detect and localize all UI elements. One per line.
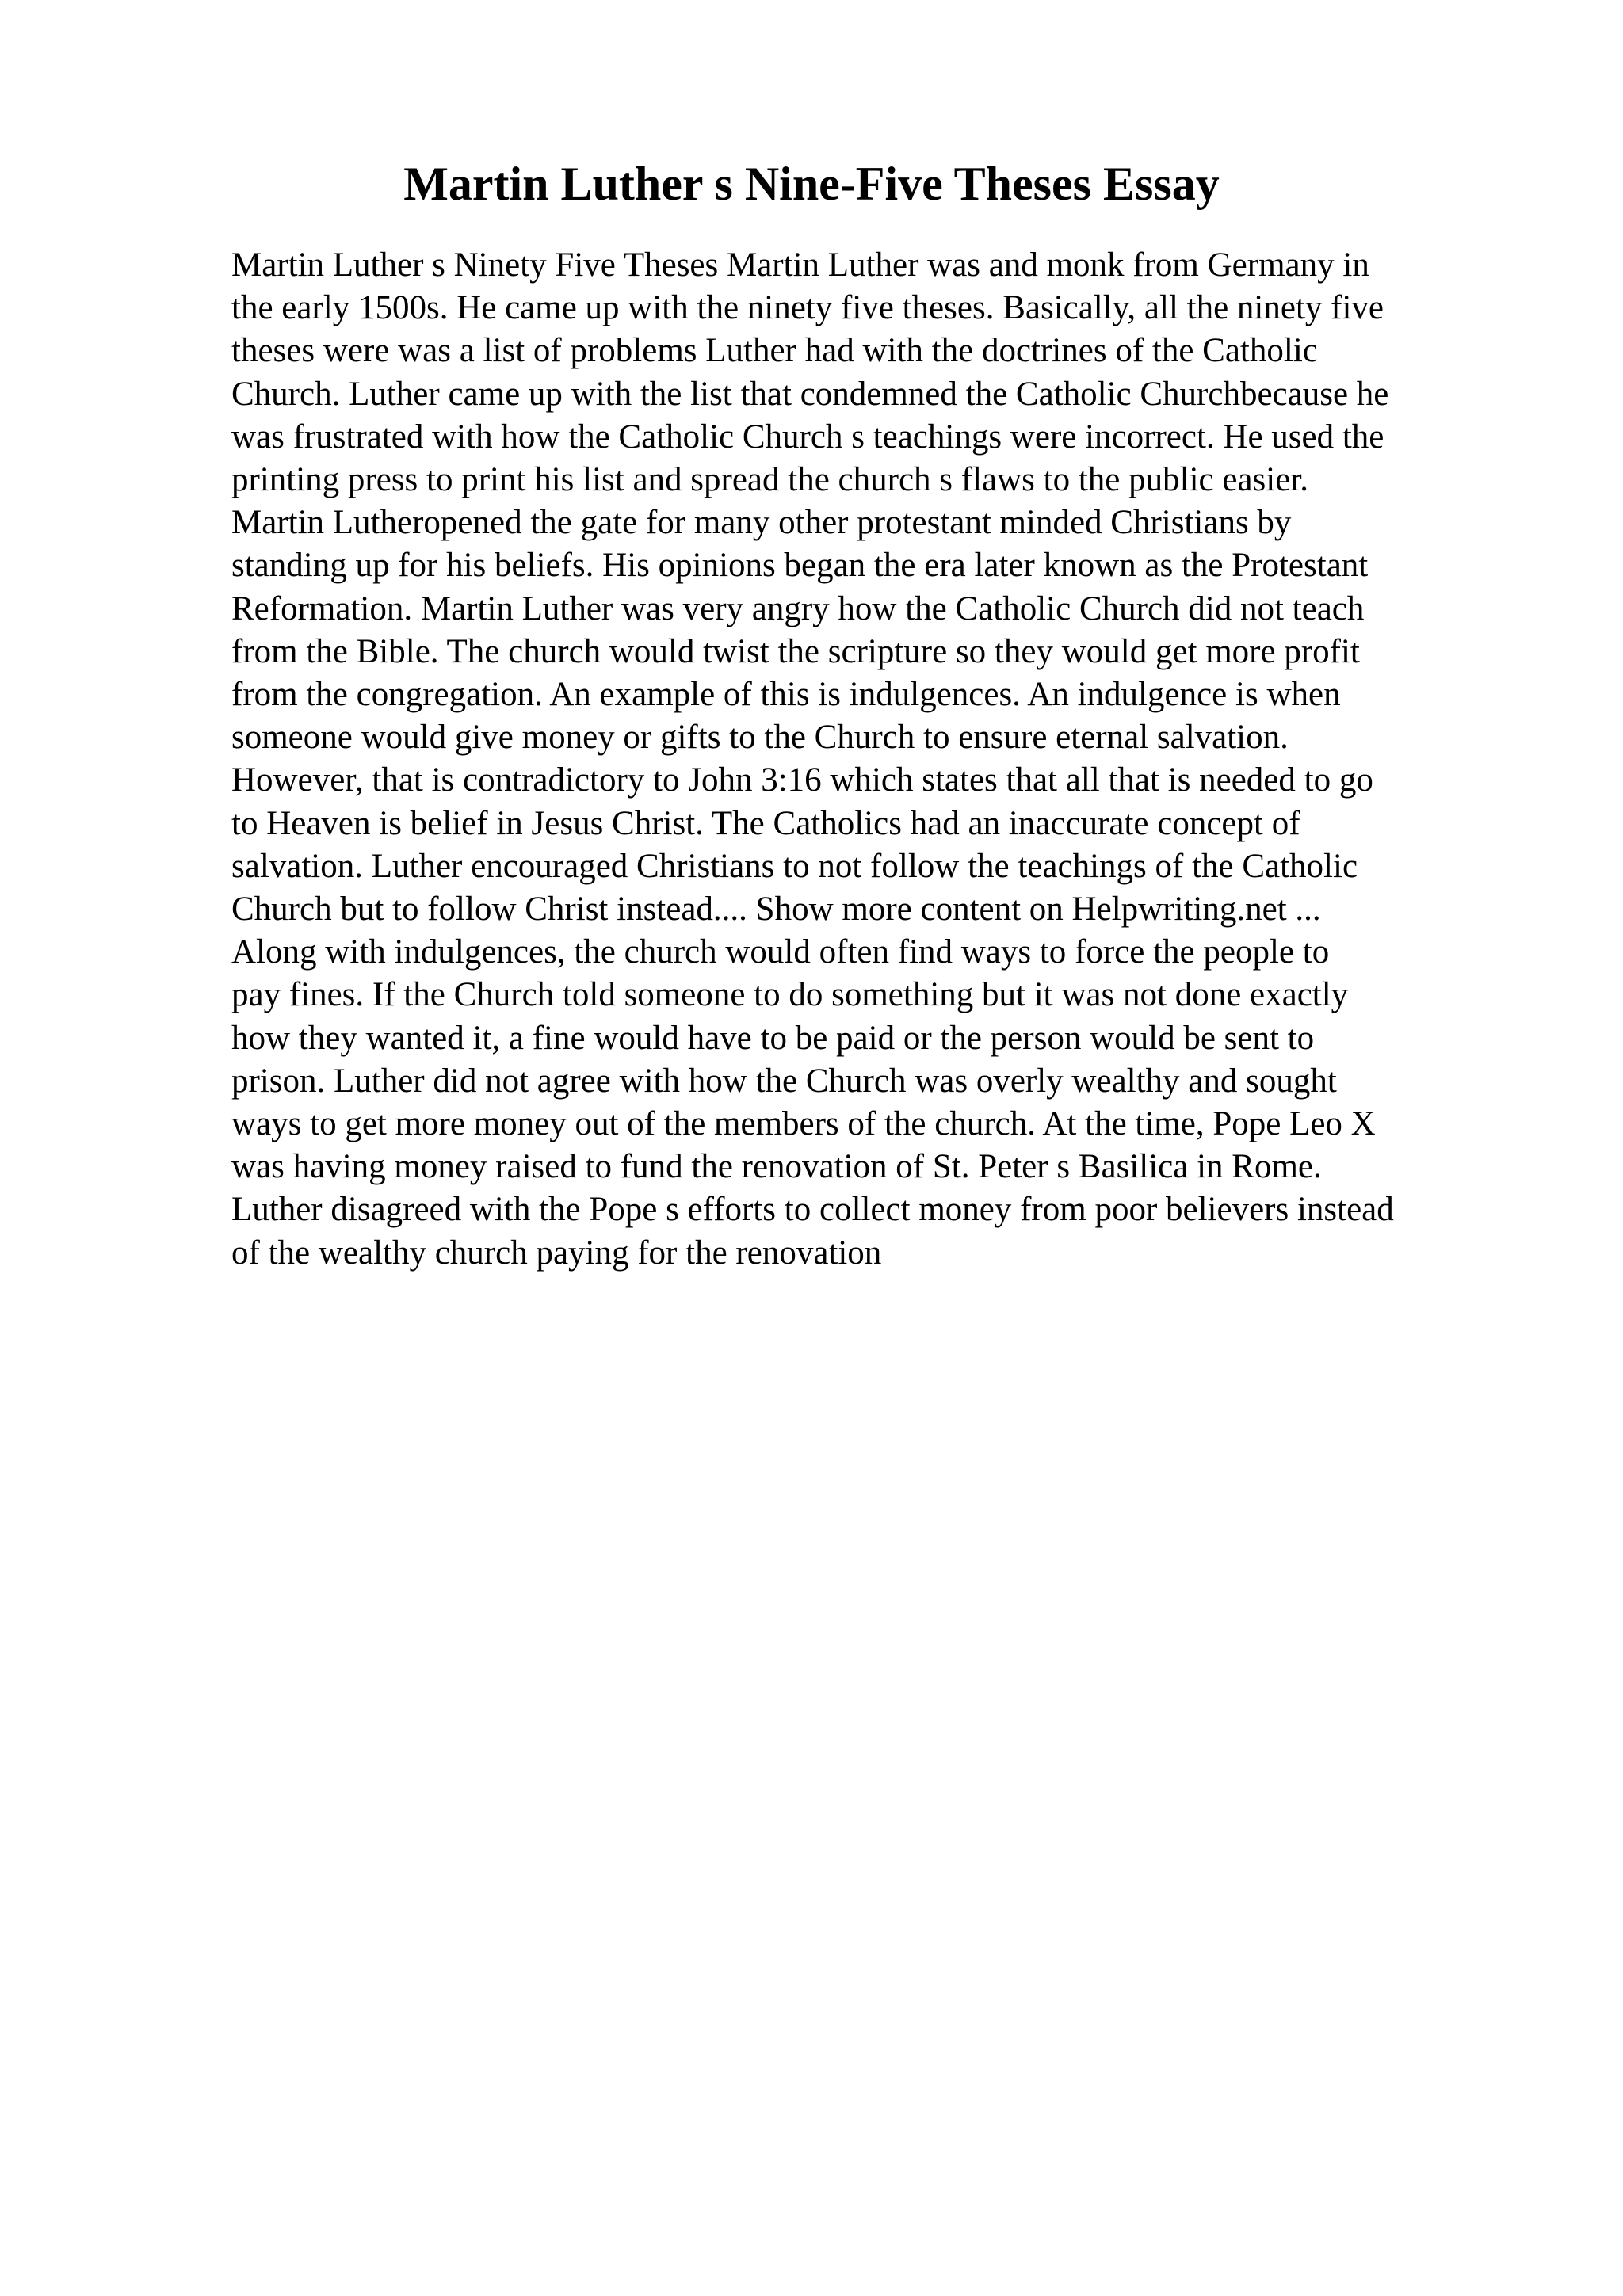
text-line: Church but to follow Christ instead.... Show more content on Helpwriting.net ... (231, 891, 1321, 929)
text-line: Reformation. Martin Luther was very angry how the Catholic Church did not teach (231, 589, 1365, 627)
text-line: Martin Luther s Ninety Five Theses Martin Luther was and monk from Germany in (231, 246, 1369, 284)
text-line: the early 1500s. He came up with the ninety five theses. Basically, all the ninety five (231, 289, 1384, 327)
text-line: was having money raised to fund the renovation of St. Peter s Basilica in Rome. (231, 1148, 1322, 1186)
text-line: Along with indulgences, the church would often find ways to force the people to (231, 933, 1330, 971)
text-line: Martin Lutheropened the gate for many other protestant minded Christians by (231, 504, 1292, 542)
essay-body (231, 244, 1594, 1275)
text-line: prison. Luther did not agree with how the Church was overly wealthy and sought (231, 1062, 1337, 1100)
text-line: ways to get more money out of the members of the church. At the time, Pope Leo X (231, 1105, 1376, 1143)
text-line: was frustrated with how the Catholic Church s teachings were incorrect. He used the (231, 418, 1384, 456)
text-line: of the wealthy church paying for the renovation (231, 1234, 882, 1272)
text-line: from the congregation. An example of this is indulgences. An indulgence is when (231, 676, 1341, 714)
text-line: pay fines. If the Church told someone to do something but it was not done exactly (231, 976, 1349, 1014)
text-line: from the Bible. The church would twist the scripture so they would get more profit (231, 632, 1360, 670)
text-line: However, that is contradictory to John 3:16 which states that all that is needed to go (231, 761, 1373, 799)
text-line: to Heaven is belief in Jesus Christ. The Catholics had an inaccurate concept of (231, 804, 1300, 842)
document-title: Martin Luther s Nine-Five Theses Essay (403, 158, 1220, 210)
text-line: standing up for his beliefs. His opinions began the era later known as the Protestant (231, 547, 1369, 585)
text-line: salvation. Luther encouraged Christians to not follow the teachings of the Catholic (231, 847, 1358, 885)
text-line: Luther disagreed with the Pope s efforts to collect money from poor believers instead (231, 1191, 1394, 1229)
text-line: Church. Luther came up with the list that condemned the Catholic Churchbecause he (231, 375, 1389, 413)
text-line: printing press to print his list and spread the church s flaws to the public easier. (231, 461, 1308, 499)
text-line: someone would give money or gifts to the Church to ensure eternal salvation. (231, 719, 1289, 757)
text-line: theses were was a list of problems Luther had with the doctrines of the Catholic (231, 332, 1318, 370)
text-line: how they wanted it, a fine would have to be paid or the person would be sent to (231, 1019, 1315, 1057)
